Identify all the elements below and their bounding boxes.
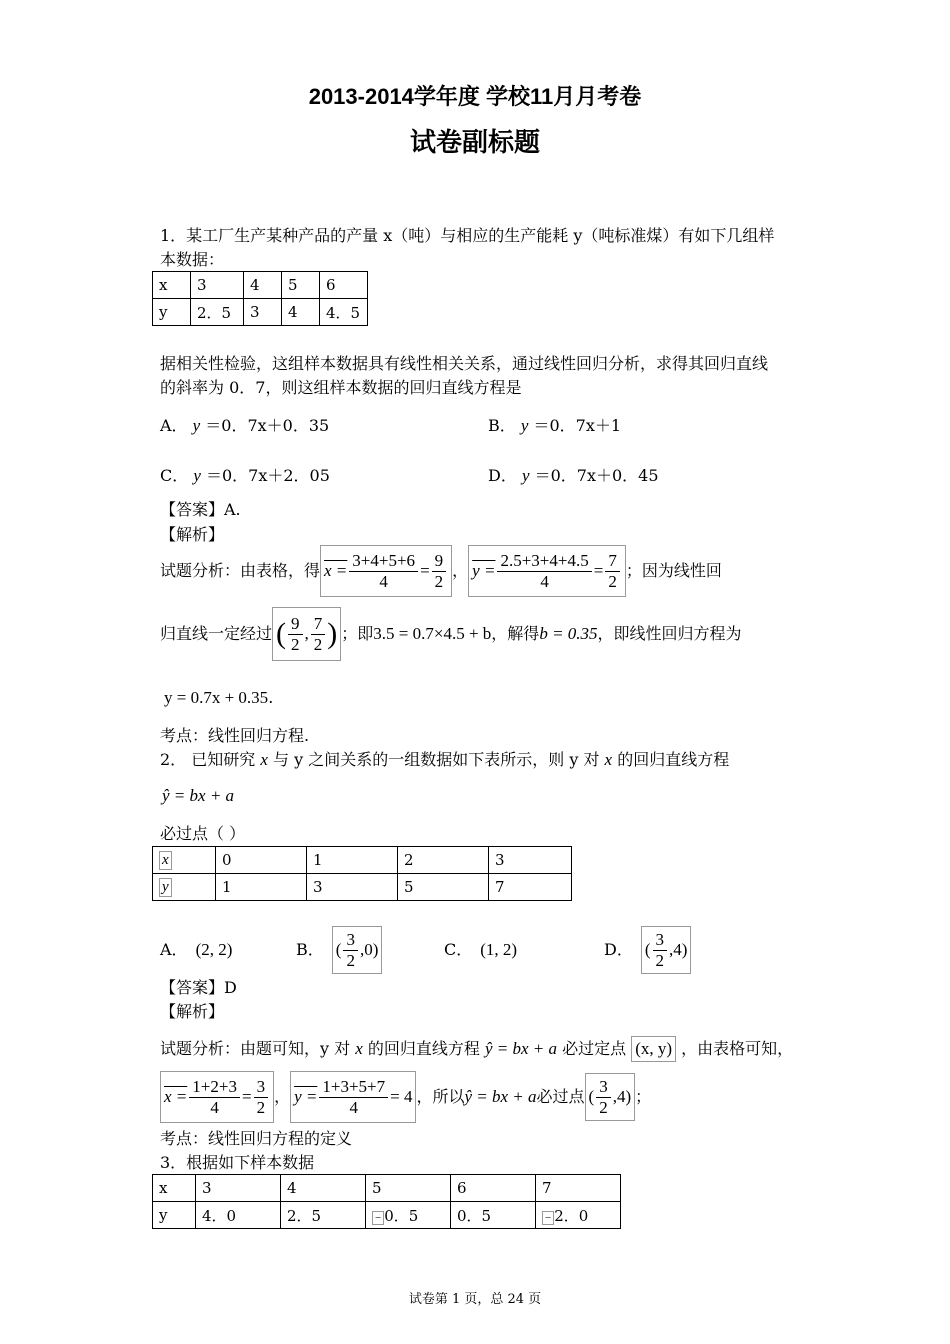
option-label: B．	[488, 416, 516, 435]
table-cell: 3	[489, 847, 572, 874]
table-row	[153, 1175, 621, 1202]
q2-answer: 【答案】D	[160, 978, 237, 997]
frac-den: 2	[291, 634, 300, 654]
table-row	[153, 299, 368, 326]
table-cell: 0	[216, 847, 307, 874]
q2-result-point: ( $\frac{3}{2}$ ,4)	[585, 1073, 636, 1121]
table-cell: 6	[320, 272, 368, 299]
q1-option-b[interactable]	[488, 414, 621, 438]
option-label: B．	[296, 940, 324, 959]
option-expr: ＝0．7x＋1	[533, 416, 622, 435]
table-cell: 1	[216, 874, 307, 901]
ybar-formula	[468, 545, 626, 597]
q2-data-table	[152, 846, 572, 901]
table-cell: 4	[282, 299, 320, 326]
q1-answer: 【答案】A.	[160, 500, 241, 519]
option-expr: ＝0．7x＋0．45	[534, 466, 659, 485]
q2-option-d[interactable]	[604, 926, 691, 974]
table-cell: 3	[196, 1175, 281, 1202]
table-cell: 2	[398, 847, 489, 874]
q1-kaodian: 考点：线性回归方程.	[160, 726, 310, 745]
frac-num: 7	[311, 614, 326, 635]
q2-must-pass: 必过点（ ）	[160, 824, 246, 843]
table-cell: y	[153, 1202, 196, 1229]
q1-data-table	[152, 271, 368, 326]
option-var: y	[521, 466, 530, 485]
table-cell: 4	[281, 1175, 366, 1202]
table-cell: 4．5	[320, 299, 368, 326]
exam-title: 2013-2014学年度 学校11月月考卷	[308, 84, 642, 109]
table-cell: 3	[191, 272, 244, 299]
table-cell: 5	[366, 1175, 451, 1202]
line2-a: 归直线一定经过	[160, 624, 273, 643]
q2-stem-x2: x	[604, 750, 613, 769]
option-value: ( $\frac{3}{2}$ ,0)	[332, 926, 383, 974]
comma: ，	[452, 561, 469, 580]
table-row	[153, 874, 572, 901]
table-cell: x	[153, 847, 216, 874]
option-value: (1, 2)	[480, 940, 518, 959]
q1-final-eq	[164, 686, 273, 710]
ybar-expr: y =	[472, 561, 496, 580]
q2-fixed-point: (x, y)	[631, 1036, 676, 1062]
option-value: (2, 2)	[195, 940, 233, 959]
xbar-formula	[320, 545, 452, 597]
q1-option-c[interactable]	[160, 464, 330, 488]
table-cell: y	[153, 874, 216, 901]
q2-stem-x: x	[260, 750, 268, 769]
q2-analysis-label: 【解析】	[160, 1002, 225, 1021]
q2-analysis-eq: ŷ = bx + a	[484, 1039, 558, 1058]
frac-den: 2	[434, 571, 444, 591]
q2-stem-c: 的回归直线方程	[617, 750, 730, 769]
xbar-expr: x =	[324, 561, 348, 580]
table-cell: − 2．0	[536, 1202, 621, 1229]
q2-stem-b: 与 y 之间关系的一组数据如下表所示，则 y 对	[273, 750, 600, 769]
frac-num: 9	[432, 551, 447, 572]
table-row	[153, 847, 572, 874]
frac-den: 2	[313, 634, 323, 654]
table-cell: 3	[307, 874, 398, 901]
table-cell: 6	[451, 1175, 536, 1202]
q2-ybar-formula: y = $\frac{1+3+5+7}{4}$ = 4	[290, 1071, 416, 1123]
equals: =	[420, 561, 430, 580]
q2-stem-a: 2． 已知研究	[160, 750, 256, 769]
analysis-intro: 试题分析：由表格，得	[160, 561, 321, 580]
table-cell: 4	[244, 272, 282, 299]
option-label: D．	[604, 940, 633, 959]
equals: =	[593, 561, 604, 580]
frac-num: 9	[288, 614, 303, 635]
option-var: y	[192, 416, 201, 435]
table-cell: y	[153, 299, 191, 326]
q3-data-table	[152, 1174, 621, 1229]
q1-option-d[interactable]	[488, 464, 659, 488]
line2-d: ，即线性回归方程为	[597, 624, 742, 643]
option-expr: ＝0．7x＋0．35	[205, 416, 330, 435]
exam-subtitle: 试卷副标题	[409, 127, 540, 157]
line2-c: ，解得	[491, 624, 540, 643]
table-cell: x	[153, 272, 191, 299]
final-dot: .	[268, 688, 274, 707]
q2-option-b[interactable]	[296, 926, 382, 974]
q1-analysis-line2	[160, 606, 742, 662]
option-label: C．	[444, 940, 473, 959]
q2-equation: ŷ = bx + a	[162, 786, 235, 805]
frac-num: 3+4+5+6	[349, 551, 418, 572]
line2-b: ；即	[341, 624, 374, 643]
q1-analysis-label: 【解析】	[160, 525, 225, 544]
option-var: y	[193, 466, 201, 485]
q1-text-line1: 据相关性检验，这组样本数据具有线性相关关系，通过线性回归分析，求得其回归直线	[160, 354, 769, 373]
table-cell: 7	[489, 874, 572, 901]
frac-num: 7	[605, 551, 620, 572]
point-formula: ( $\frac{9}{2}$ , $\frac{7}{2}$ )	[272, 607, 341, 661]
q1-option-a[interactable]	[160, 414, 329, 438]
table-cell: 5	[282, 272, 320, 299]
option-label: A．	[160, 940, 188, 959]
table-cell: 5	[398, 874, 489, 901]
q2-kaodian: 考点：线性回归方程的定义	[160, 1129, 353, 1148]
table-cell: − 0．5	[366, 1202, 451, 1229]
q1-text-line2: 的斜率为 0．7，则这组样本数据的回归直线方程是	[160, 378, 522, 397]
option-var: y	[520, 416, 529, 435]
q1-stem-line1: 1．某工厂生产某种产品的产量 x（吨）与相应的生产能耗 y（吨标准煤）有如下几组样	[160, 226, 775, 245]
q2-analysis-line2: x = $\frac{1+2+3}{4}$ = $\frac{3}{2}$ ， y = $\frac{1+3+5+7}{4}$ = 4 ，所以 ŷ = bx + a 必过点 ( $\frac{3}{2}$ ,4) ；	[160, 1070, 651, 1124]
table-cell: 3	[244, 299, 282, 326]
option-expr: ＝0．7x＋2．05	[205, 466, 330, 485]
q2-xbar-formula: x = $\frac{1+2+3}{4}$ = $\frac{3}{2}$	[160, 1071, 274, 1123]
line2-b-value: b = 0.35	[539, 624, 598, 643]
table-cell: 2．5	[281, 1202, 366, 1229]
q2-analysis-line1: 试题分析：由题可知，y 对 x 的回归直线方程 ŷ = bx + a 必过定点 (x, y) ，由表格可知，	[160, 1036, 793, 1062]
table-row	[153, 1202, 621, 1229]
option-label: D．	[488, 466, 517, 485]
table-cell: 4．0	[196, 1202, 281, 1229]
option-value: ( $\frac{3}{2}$ ,4)	[641, 926, 692, 974]
table-cell: 1	[307, 847, 398, 874]
q2-stem	[160, 748, 729, 772]
frac-den: 4	[540, 571, 549, 591]
table-cell: 7	[536, 1175, 621, 1202]
q3-stem: 3．根据如下样本数据	[160, 1153, 315, 1172]
frac-num: 2.5+3+4+4.5	[497, 551, 591, 572]
q1-stem-line2: 本数据：	[160, 250, 225, 269]
final-eq: y = 0.7x + 0.35	[164, 688, 269, 707]
page-footer: 试卷第 1 页，总 24 页	[408, 1292, 542, 1307]
table-cell: 2．5	[191, 299, 244, 326]
table-row	[153, 272, 368, 299]
option-label: C．	[160, 466, 189, 485]
option-label: A．	[160, 416, 188, 435]
q2-option-a[interactable]	[160, 926, 232, 974]
analysis-tail: ；因为线性回	[625, 561, 722, 580]
table-cell: x	[153, 1175, 196, 1202]
q2-option-c[interactable]	[444, 926, 517, 974]
table-cell: 0．5	[451, 1202, 536, 1229]
frac-den: 2	[608, 571, 617, 591]
q1-analysis-line1	[160, 545, 722, 597]
line2-eq: 3.5 = 0.7×4.5 + b	[373, 624, 492, 643]
frac-den: 4	[379, 571, 388, 591]
